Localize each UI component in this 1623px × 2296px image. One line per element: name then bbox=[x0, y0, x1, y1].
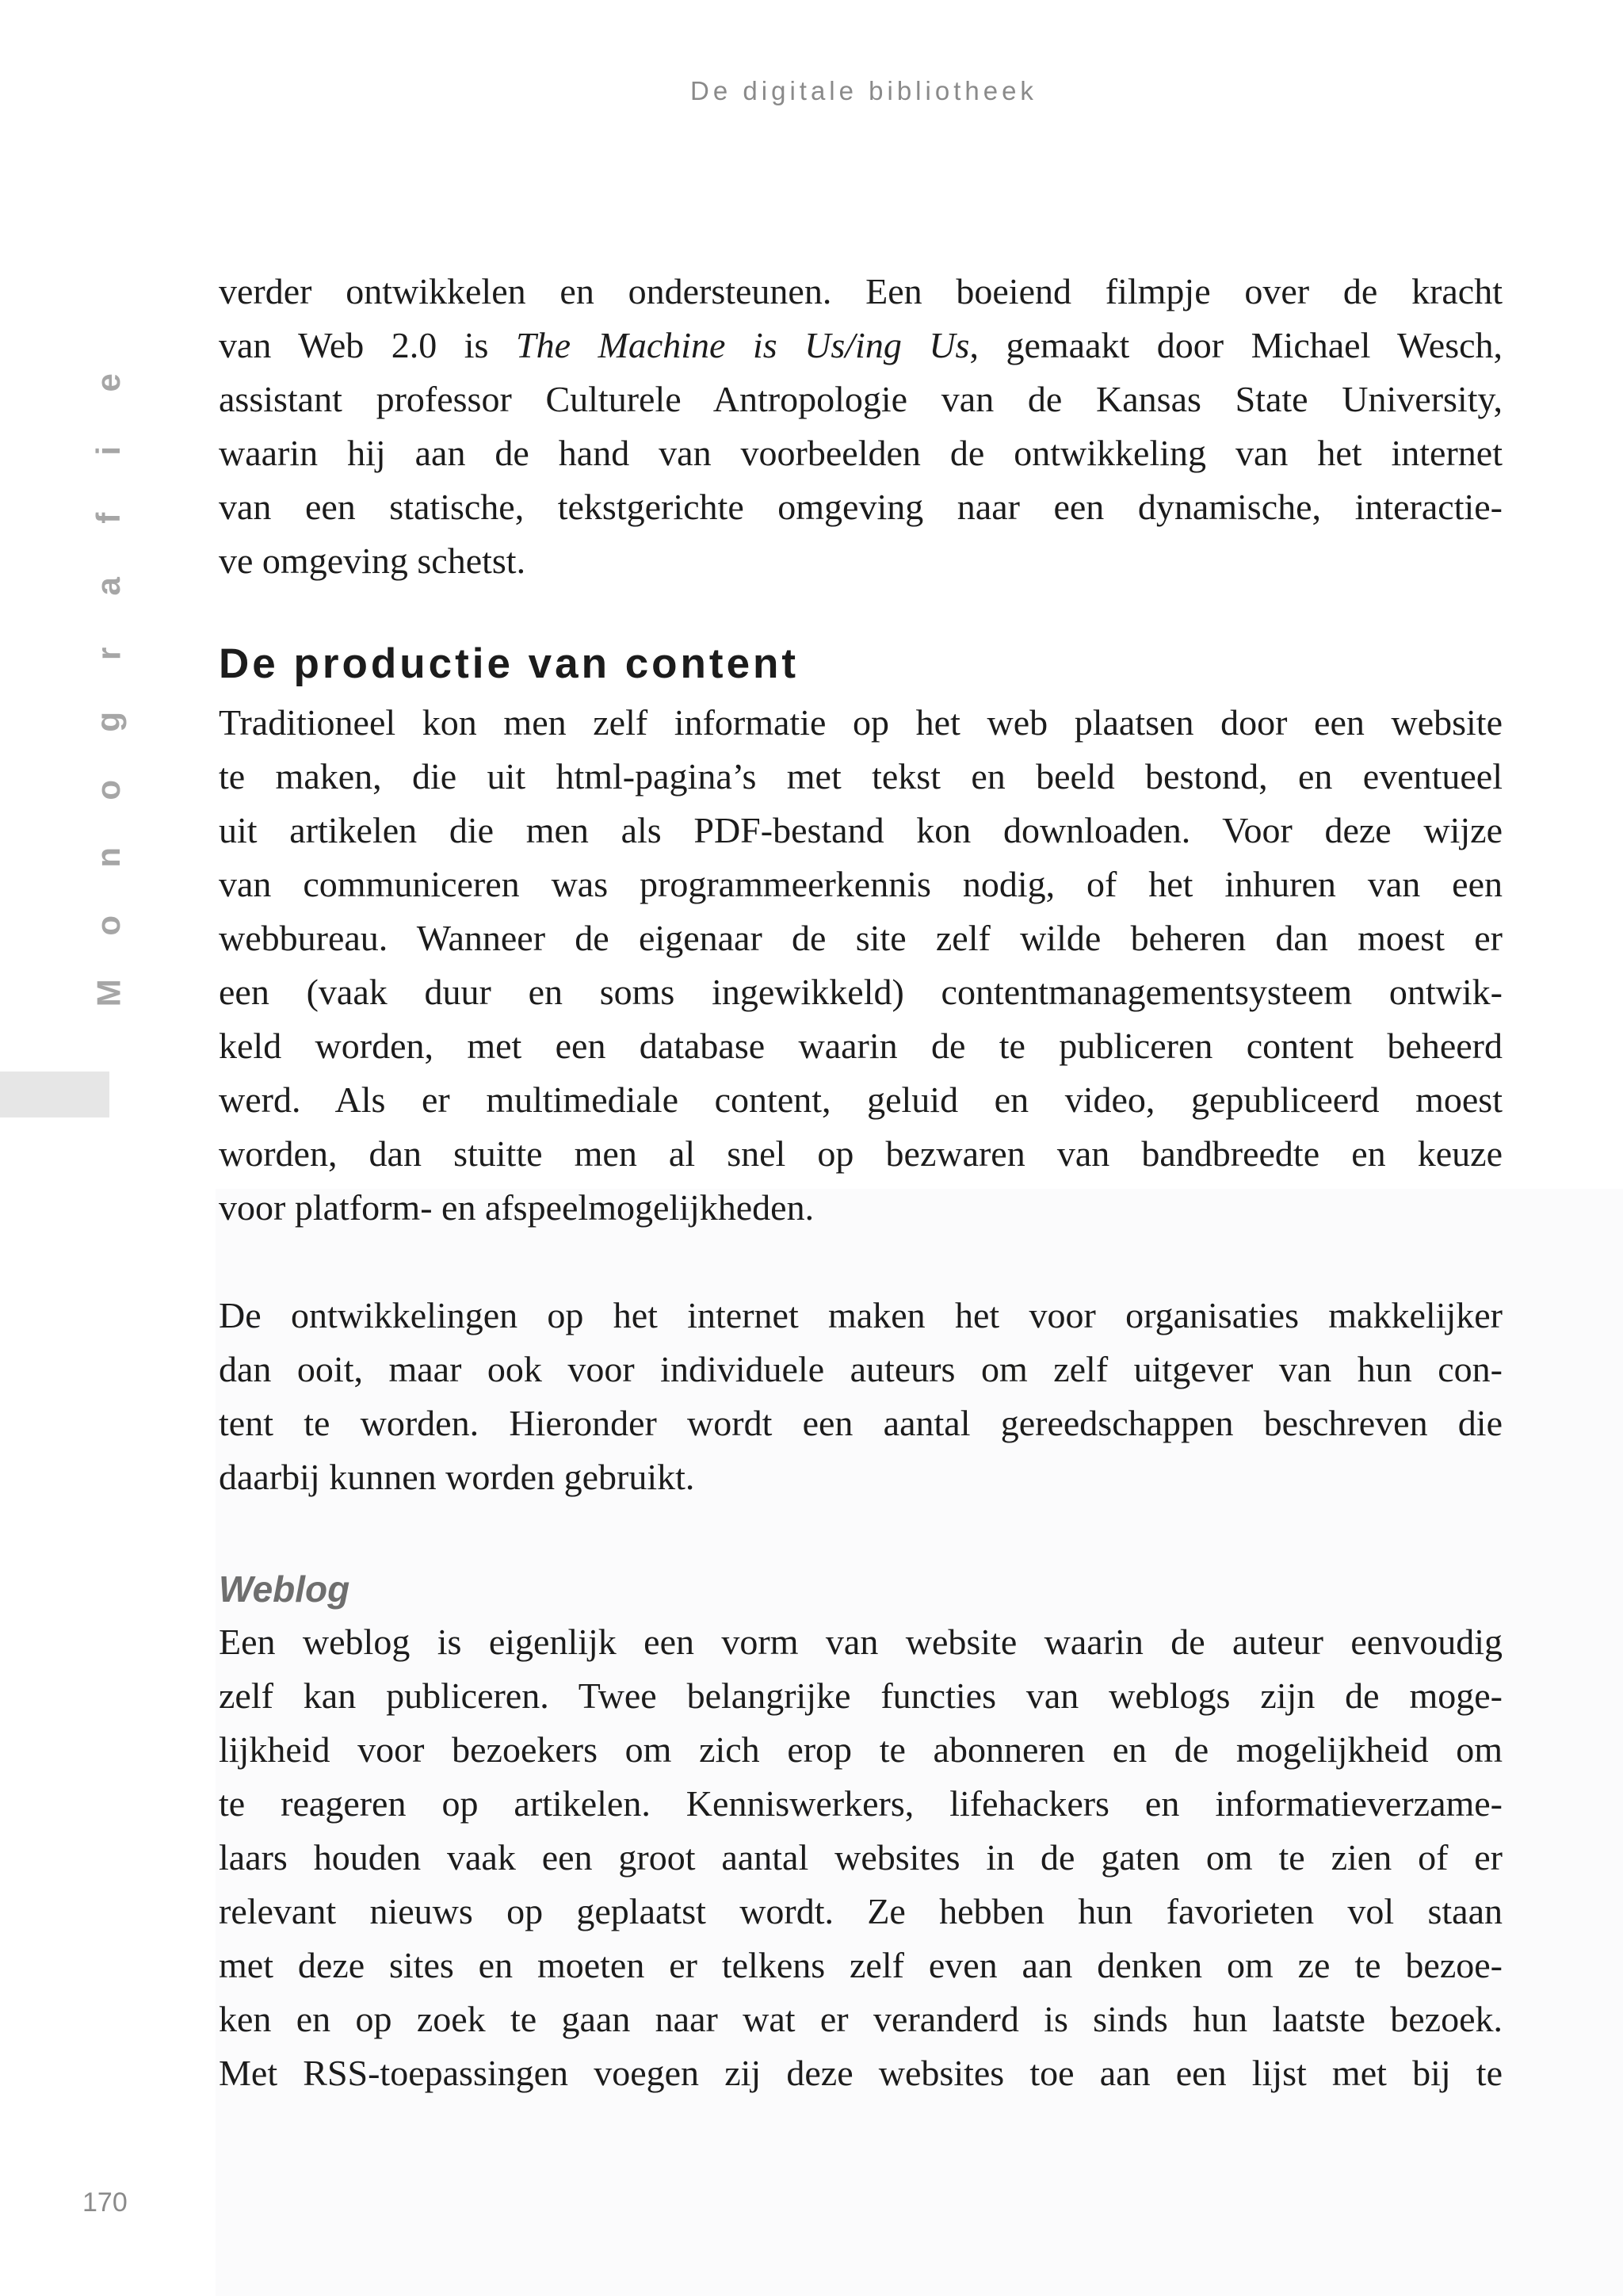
text-line: webbureau. Wanneer de eigenaar de site zelf wilde beheren dan moest er bbox=[219, 918, 1503, 958]
video-title: The Machine is Us/ing Us bbox=[515, 325, 970, 365]
text-line: daarbij kunnen worden gebruikt. bbox=[219, 1457, 695, 1497]
side-label-letter: o bbox=[90, 915, 128, 936]
running-header: De digitale bibliotheek bbox=[690, 76, 1037, 105]
side-label-letter: r bbox=[90, 647, 128, 661]
side-label-letter: n bbox=[90, 847, 128, 868]
text-line: lijkheid voor bezoekers om zich erop te abonneren en de mogelijkheid om bbox=[219, 1729, 1503, 1770]
paragraph-gap bbox=[219, 1235, 1503, 1289]
text-line: te maken, die uit html-pagina’s met tekst en beeld bestond, en eventueel bbox=[219, 756, 1503, 797]
text-fragment: , gemaakt door Michael Wesch, bbox=[969, 325, 1503, 365]
text-line: keld worden, met een database waarin de te publiceren content beheerd bbox=[219, 1026, 1503, 1066]
text-line: Traditioneel kon men zelf informatie op het web plaatsen door een website bbox=[219, 702, 1503, 743]
side-label-letter: f bbox=[90, 512, 128, 524]
text-line: relevant nieuws op geplaatst wordt. Ze hebben hun favorieten vol staan bbox=[219, 1891, 1503, 1931]
side-label-letter: a bbox=[90, 576, 128, 596]
side-label-letter: M bbox=[90, 979, 128, 1007]
section-paragraph bbox=[219, 696, 1503, 1235]
weblog-subheading: Weblog bbox=[219, 1568, 350, 1610]
text-line: tent te worden. Hieronder wordt een aantal gereedschappen beschreven die bbox=[219, 1403, 1503, 1443]
text-line: worden, dan stuitte men al snel op bezwaren van bandbreedte en keuze bbox=[219, 1133, 1503, 1174]
text-line: De ontwikkelingen op het internet maken het voor organisaties makkelijker bbox=[219, 1295, 1503, 1335]
text-line: Een weblog is eigenlijk een vorm van website waarin de auteur eenvoudig bbox=[219, 1622, 1503, 1662]
weblog-paragraph bbox=[219, 1615, 1503, 2100]
text-line: met deze sites en moeten er telkens zelf even aan denken om ze te bezoe- bbox=[219, 1945, 1503, 1985]
side-section-label bbox=[89, 349, 128, 1027]
main-text-column bbox=[219, 265, 1503, 2100]
text-line: ken en op zoek te gaan naar wat er veranderd is sinds hun laatste bezoek. bbox=[219, 1999, 1503, 2039]
side-label-letter: o bbox=[90, 779, 128, 800]
text-line: laars houden vaak een groot aantal websites in de gaten om te zien of er bbox=[219, 1837, 1503, 1878]
text-line: van communiceren was programmeerkennis nodig, of het inhuren van een bbox=[219, 864, 1503, 904]
text-line: dan ooit, maar ook voor individuele auteurs om zelf uitgever van hun con- bbox=[219, 1349, 1503, 1389]
text-line: te reageren op artikelen. Kenniswerkers, lifehackers en informatieverzame- bbox=[219, 1783, 1503, 1824]
section-paragraph bbox=[219, 1289, 1503, 1504]
section-heading: De productie van content bbox=[219, 640, 800, 687]
side-label-letter: e bbox=[90, 373, 128, 392]
text-line: zelf kan publiceren. Twee belangrijke functies van weblogs zijn de moge- bbox=[219, 1675, 1503, 1716]
text-line bbox=[219, 319, 1503, 372]
text-line: waarin hij aan de hand van voorbeelden de ontwikkeling van het internet bbox=[219, 433, 1503, 473]
text-line: voor platform- en afspeelmogelijkheden. bbox=[219, 1187, 815, 1228]
text-line: van een statische, tekstgerichte omgeving naar een dynamische, interactie- bbox=[219, 487, 1503, 527]
side-label-letter: i bbox=[90, 445, 128, 456]
text-line: Met RSS-toepassingen voegen zij deze websites toe aan een lijst met bij te bbox=[219, 2053, 1503, 2093]
side-tab-marker bbox=[0, 1072, 109, 1117]
text-line: assistant professor Culturele Antropologie van de Kansas State University, bbox=[219, 379, 1503, 419]
text-line: een (vaak duur en soms ingewikkeld) contentmanagementsysteem ontwik- bbox=[219, 972, 1503, 1012]
text-fragment: van Web 2.0 is bbox=[219, 325, 516, 365]
text-line: uit artikelen die men als PDF-bestand kon downloaden. Voor deze wijze bbox=[219, 810, 1503, 850]
intro-paragraph bbox=[219, 265, 1503, 588]
text-line: verder ontwikkelen en ondersteunen. Een boeiend filmpje over de kracht bbox=[219, 271, 1503, 311]
text-line: werd. Als er multimediale content, geluid en video, gepubliceerd moest bbox=[219, 1079, 1503, 1120]
page-number: 170 bbox=[82, 2187, 128, 2218]
text-line: ve omgeving schetst. bbox=[219, 541, 526, 581]
side-label-letter: g bbox=[90, 711, 128, 732]
